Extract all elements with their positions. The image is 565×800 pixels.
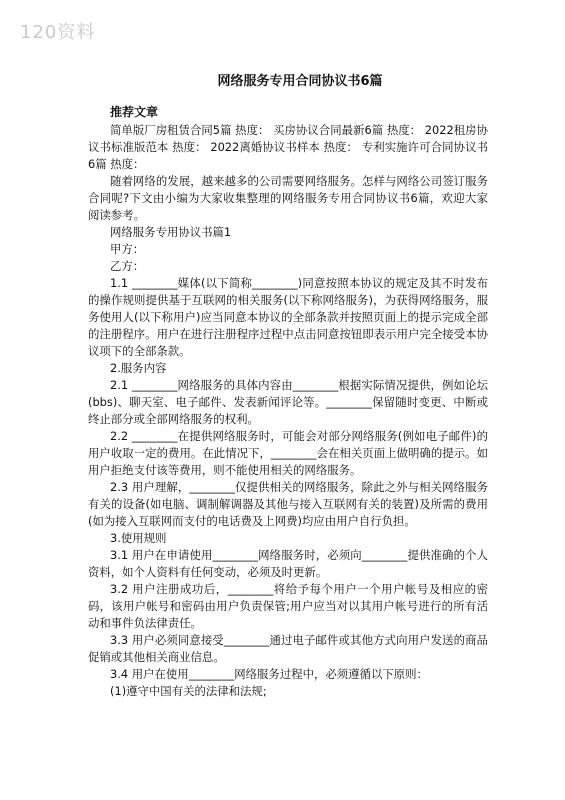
document-title: 网络服务专用合同协议书6篇 [217,74,383,89]
clause-2-2: 2.2 ________在提供网络服务时，可能会对部分网络服务(例如电子邮件)的用户收取一定的费用。在此情况下，________会在相关页面上做明确的提示。如用户拒绝支付该等费用，则不能使用相关的网络服务。 [88,429,488,477]
clause-3-4: 3.4 用户在使用________网络服务过程中，必须遵循以下原则： [110,667,428,681]
contract-title: 网络服务专用协议书篇1 [110,225,232,239]
clause-3-2: 3.2 用户注册成功后，________将给予每个用户一个用户帐号及相应的密码，该用户帐号和密码由用户负责保管;用户应当对以其用户帐号进行的所有活动和事件负法律责任。 [88,582,488,630]
clause-1-1: 1.1 ________媒体(以下简称________)同意按照本协议的规定及其不时发布的操作规则提供基于互联网的相关服务(以下称网络服务)，为获得网络服务，服务使用人(以下称用户)应当同意本协议的全部条款并按照页面上的提示完成全部的注册程序。用户在进行注册程序过程中点击同意按钮即表示用户完全接受本协议项下的全部条款。 [88,276,488,358]
section-2-heading: 2.服务内容 [110,361,167,375]
recommended-heading: 推荐文章 [110,105,159,119]
clause-3-4-1: (1)遵守中国有关的法律和法规; [110,684,267,698]
recommended-list: 简单版厂房租赁合同5篇 热度： 买房协议合同最新6篇 热度： 2022租房协议书标准版范本 热度： 2022离婚协议书样本 热度： 专利实施许可合同协议书6篇 热度： [88,123,488,171]
document-page [88,70,488,700]
clause-3-1: 3.1 用户在申请使用________网络服务时，必须向________提供准确的个人资料，如个人资料有任何变动，必须及时更新。 [88,548,488,579]
clause-3-3: 3.3 用户必须同意接受________通过电子邮件或其他方式向用户发送的商品促销或其他相关商业信息。 [88,633,488,664]
clause-2-1: 2.1 ________网络服务的具体内容由________根据实际情况提供，例如论坛(bbs)、聊天室、电子邮件、发表新闻评论等。________保留随时变更、中断或终止部分或全部网络服务的权利。 [88,378,488,426]
intro-paragraph: 随着网络的发展，越来越多的公司需要网络服务。怎样与网络公司签订服务合同呢?下文由小编为大家收集整理的网络服务专用合同协议书6篇，欢迎大家阅读参考。 [88,174,488,222]
section-3-heading: 3.使用规则 [110,531,167,545]
party-a: 甲方： [110,242,145,256]
clause-2-3: 2.3 用户理解，________仅提供相关的网络服务，除此之外与相关网络服务有关的设备(如电脑、调制解调器及其他与接入互联网有关的装置)及所需的费用(如为接入互联网而支付的电话费及上网费)均应由用户自行负担。 [88,480,488,528]
party-b: 乙方： [110,259,145,273]
watermark: 120资料 [20,22,96,43]
